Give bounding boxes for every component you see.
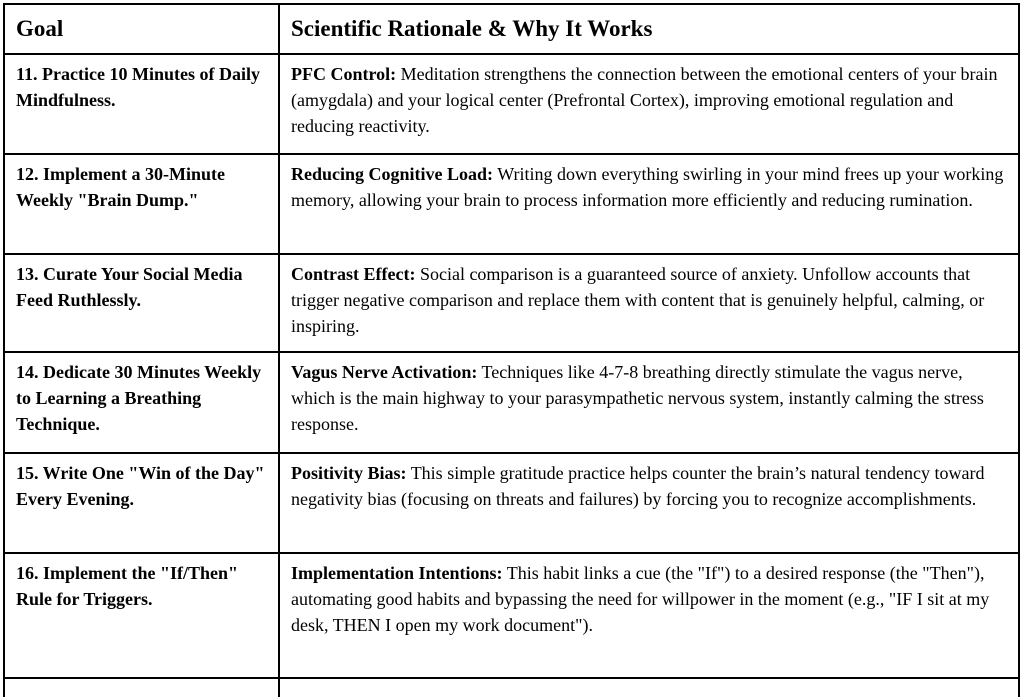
partial-row (4, 678, 1019, 697)
rationale-lead: Reducing Cognitive Load: (291, 164, 494, 184)
goal-cell: 12. Implement a 30-Minute Weekly "Brain Dump." (4, 154, 279, 254)
rationale-cell (279, 254, 1019, 352)
rationale-cell (279, 54, 1019, 154)
rationale-body: Writing down everything swirling in your mind frees up your working memory, allowing your brain to process information more efficiently and reducing rumination. (291, 164, 1004, 210)
rationale-body: Techniques like 4-7-8 breathing directly stimulate the vagus nerve, which is the main highway to your parasympathetic nervous system, instantly calming the stress response. (291, 362, 984, 434)
table-row (4, 553, 1019, 678)
rationale-cell (279, 154, 1019, 254)
rationale-body: This habit links a cue (the "If") to a desired response (the "Then"), automating good habits and bypassing the need for willpower in the moment (e.g., "IF I sit at my desk, THEN I open my work document"). (291, 563, 990, 635)
table-row (4, 154, 1019, 254)
goal-cell: 15. Write One "Win of the Day" Every Evening. (4, 453, 279, 553)
table-row (4, 54, 1019, 154)
header-goal: Goal (4, 4, 279, 54)
goal-cell: 13. Curate Your Social Media Feed Ruthlessly. (4, 254, 279, 352)
header-rationale: Scientific Rationale & Why It Works (279, 4, 1019, 54)
table-row (4, 254, 1019, 352)
table-row (4, 352, 1019, 453)
rationale-body: Meditation strengthens the connection between the emotional centers of your brain (amygdala) and your logical center (Prefrontal Cortex), improving emotional regulation and reducing reactivity. (291, 64, 998, 136)
rationale-lead: Implementation Intentions: (291, 563, 503, 583)
rationale-cell (279, 352, 1019, 453)
rationale-cell (279, 453, 1019, 553)
rationale-body: Social comparison is a guaranteed source of anxiety. Unfollow accounts that trigger negative comparison and replace them with content that is genuinely helpful, calming, or inspiring. (291, 264, 985, 336)
rationale-body: This simple gratitude practice helps counter the brain’s natural tendency toward negativity bias (focusing on threats and failures) by forcing you to recognize accomplishments. (291, 463, 985, 509)
header-row (4, 4, 1019, 54)
rationale-lead: Vagus Nerve Activation: (291, 362, 478, 382)
rationale-cell (279, 678, 1019, 697)
goal-cell: 16. Implement the "If/Then" Rule for Triggers. (4, 553, 279, 678)
rationale-cell (279, 553, 1019, 678)
goal-cell: 14. Dedicate 30 Minutes Weekly to Learning a Breathing Technique. (4, 352, 279, 453)
rationale-lead: PFC Control: (291, 64, 397, 84)
rationale-lead: Contrast Effect: (291, 264, 416, 284)
table-row (4, 453, 1019, 553)
goal-cell (4, 678, 279, 697)
goals-rationale-table (3, 3, 1020, 697)
goal-cell: 11. Practice 10 Minutes of Daily Mindfulness. (4, 54, 279, 154)
rationale-lead: Positivity Bias: (291, 463, 407, 483)
